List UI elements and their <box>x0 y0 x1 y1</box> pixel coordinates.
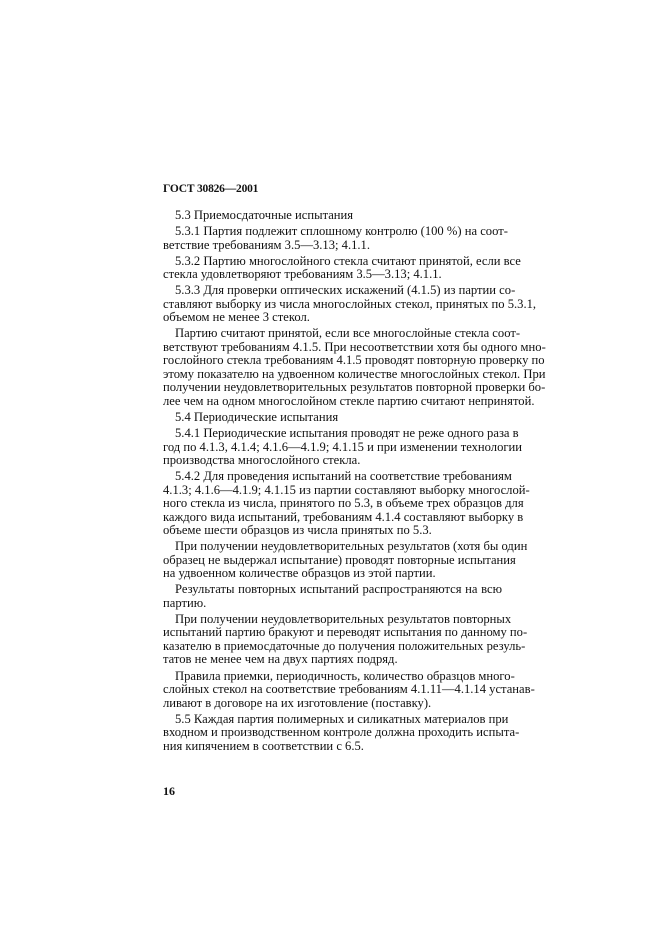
text-line: получении неудовлетворительных результатов повторной проверки бо- <box>163 380 546 395</box>
text-line: 5.3.1 Партия подлежит сплошному контролю (100 %) на соот- <box>175 224 508 239</box>
paragraph <box>163 611 528 667</box>
text-line: 5.3.2 Партию многослойного стекла считают принятой, если все <box>175 253 521 268</box>
text-line: ного стекла из числа, принятого по 5.3, в объеме трех образцов для <box>163 496 524 511</box>
text-line: Результаты повторных испытаний распространяются на всю <box>175 582 502 597</box>
text-line: испытаний партию бракуют и переводят испытания по данному по- <box>163 625 528 640</box>
text-line: слойных стекол на соответствие требованиям 4.1.11—4.1.14 устанав- <box>163 682 535 697</box>
text-line: на удвоенном количестве образцов из этой партии. <box>163 566 436 581</box>
text-line: При получении неудовлетворительных результатов (хотя бы один <box>175 539 528 554</box>
text-line: 5.4.1 Периодические испытания проводят не реже одного раза в <box>175 426 519 441</box>
text-line: образец не выдержал испытание) проводят повторные испытания <box>163 552 516 567</box>
paragraph <box>163 283 537 325</box>
text-line: год по 4.1.3, 4.1.4; 4.1.6—4.1.9; 4.1.15 и при изменении технологии <box>163 439 523 454</box>
text-line: этому показателю на удвоенном количестве многослойных стекол. При <box>163 366 546 381</box>
text-line: объемом не менее 3 стекол. <box>163 310 310 325</box>
paragraph <box>163 711 520 754</box>
document-body <box>163 208 546 753</box>
paragraph <box>163 411 502 425</box>
text-line: стекла удовлетворяют требованиям 3.5—3.13; 4.1.1. <box>163 267 442 282</box>
paragraph <box>163 583 502 610</box>
paragraph <box>163 539 528 581</box>
paragraph <box>163 426 523 468</box>
text-line: ставляют выборку из числа многослойных стекол, принятых по 5.3.1, <box>163 296 537 311</box>
text-line: ветствие требованиям 3.5—3.13; 4.1.1. <box>163 237 371 252</box>
text-line: При получении неудовлетворительных результатов повторных <box>175 611 512 626</box>
paragraph <box>163 668 535 711</box>
document-header: ГОСТ 30826—2001 <box>163 183 259 195</box>
text-line: каждого вида испытаний, требованиям 4.1.4 составляют выборку в <box>163 509 524 524</box>
text-line: 4.1.3; 4.1.6—4.1.9; 4.1.15 из партии составляют выборку многослой- <box>163 482 530 497</box>
text-line: ветствуют требованиям 4.1.5. При несоответствии хотя бы одного мно- <box>163 339 546 354</box>
text-line: Правила приемки, периодичность, количество образцов много- <box>175 668 515 683</box>
text-line: Партию считают принятой, если все многослойные стекла соот- <box>175 326 521 341</box>
text-line: ния кипячением в соответствии с 6.5. <box>163 738 364 753</box>
text-line: 5.4 Периодические испытания <box>175 409 339 424</box>
paragraph <box>163 469 530 538</box>
paragraph <box>163 224 508 252</box>
text-line: 5.5 Каждая партия полимерных и силикатных материалов при <box>175 711 509 726</box>
text-line: партию. <box>163 595 207 610</box>
text-line: лее чем на одном многослойном стекле партию считают непринятой. <box>163 393 535 408</box>
text-line: 5.4.2 Для проведения испытаний на соответствие требованиям <box>175 469 512 484</box>
text-line: 5.3 Приемосдаточные испытания <box>175 208 354 222</box>
text-line: объеме шести образцов из числа принятых по 5.3. <box>163 523 432 538</box>
paragraph <box>163 209 502 223</box>
page-number: 16 <box>163 784 175 798</box>
text-line: 5.3.3 Для проверки оптических искажений (4.1.5) из партии со- <box>175 283 516 298</box>
paragraph <box>163 326 546 408</box>
text-line: гослойного стекла требованиям 4.1.5 проводят повторную проверку по <box>163 353 545 368</box>
paragraph <box>163 253 521 282</box>
text-line: татов не менее чем на двух партиях подряд. <box>163 652 398 667</box>
text-line: ливают в договоре на их изготовление (поставку). <box>163 695 432 710</box>
text-line: входном и производственном контроле должна проходить испыта- <box>163 725 520 740</box>
text-line: казателю в приемосдаточные до получения положительных резуль- <box>163 638 526 653</box>
text-line: производства многослойного стекла. <box>163 453 361 468</box>
